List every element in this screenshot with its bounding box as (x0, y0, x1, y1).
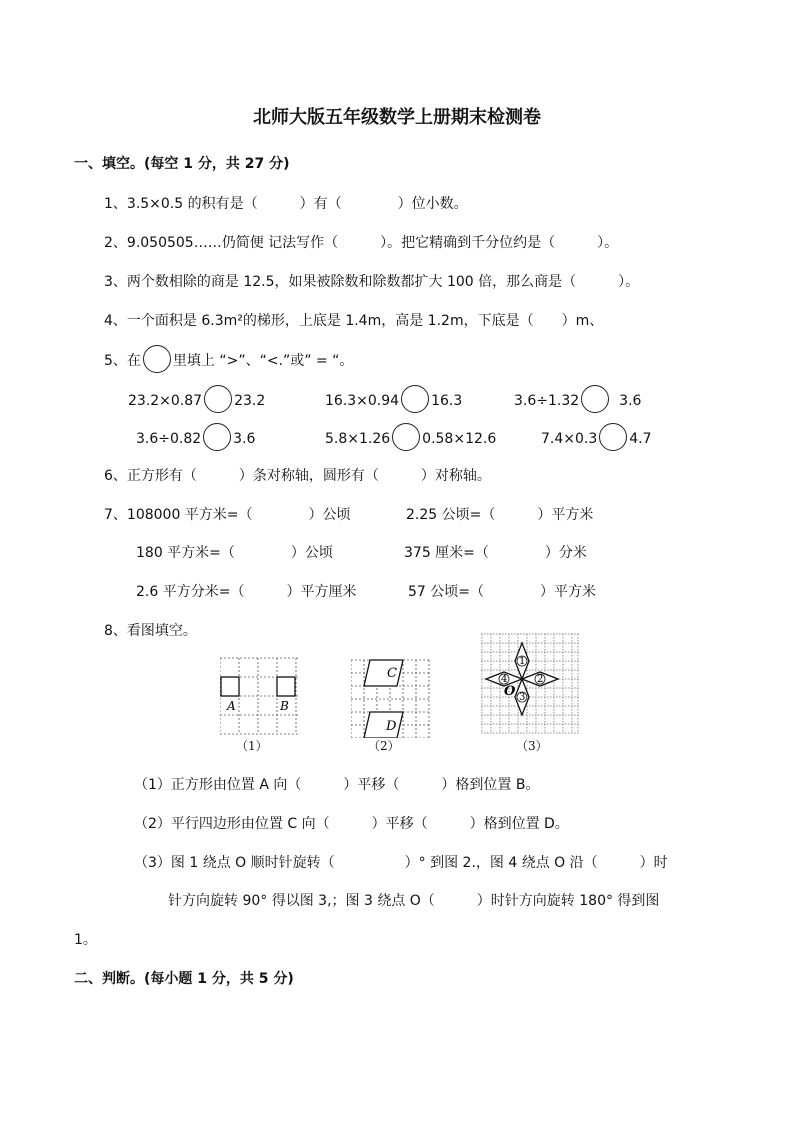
question-7-item: 7、108000 平方米=（ ）公顷 (104, 507, 351, 523)
compare-right: 3.6 (233, 431, 256, 447)
figure-1-grid (220, 656, 298, 738)
figure-2-caption: （2） (368, 739, 400, 753)
compare-item (136, 427, 255, 451)
figure-3-grid (481, 633, 581, 735)
compare-left: 5.8×1.26 (325, 431, 391, 447)
figure-2-grid (351, 656, 431, 738)
question-8-part-3: （3）图 1 绕点 O 顺时针旋转（ ）° 到图 2.，图 4 绕点 O 沿（ ）时 (134, 855, 668, 871)
question-6: 6、正方形有（ ）条对称轴，圆形有（ ）对称轴。 (104, 468, 491, 484)
compare-right: 4.7 (629, 431, 652, 447)
question-8-part-2: （2）平行四边形由位置 C 向（ ）平移（ ）格到位置 D。 (134, 816, 569, 832)
question-8-part-3-end: 1。 (74, 932, 97, 948)
compare-right: 23.2 (234, 393, 266, 409)
label-2: 2 (537, 674, 544, 685)
question-5-prefix: 5、在 (104, 353, 141, 369)
question-8-label: 8、看图填空。 (104, 623, 197, 639)
label-4: 4 (501, 674, 508, 685)
label-b: B (280, 699, 289, 713)
question-8-part-3-cont: 针方向旋转 90° 得以图 3,；图 3 绕点 O（ ）时针方向旋转 180° 得到图 (168, 893, 660, 909)
compare-left: 3.6÷1.32 (514, 393, 580, 409)
parallelogram-c (364, 660, 403, 686)
page-title: 北师大版五年级数学上册期末检测卷 (253, 107, 541, 128)
compare-item (325, 389, 462, 413)
parallelogram-d (364, 712, 403, 738)
label-3: 3 (519, 692, 526, 703)
question-7-item: 2.25 公顷=（ ）平方米 (406, 507, 594, 523)
question-7-item: 2.6 平方分米=（ ）平方厘米 (136, 584, 357, 600)
label-a: A (227, 699, 236, 713)
answer-circle[interactable] (581, 385, 609, 413)
figure-3-caption: （3） (516, 739, 548, 753)
compare-left: 16.3×0.94 (325, 393, 400, 409)
label-c: C (387, 666, 397, 681)
question-7-item: 375 厘米=（ ）分米 (404, 545, 587, 561)
answer-circle[interactable] (204, 385, 232, 413)
question-5 (104, 349, 353, 373)
compare-item (514, 389, 641, 413)
label-o: O (504, 684, 516, 699)
compare-right: 3.6 (619, 393, 642, 409)
question-7-item: 180 平方米=（ ）公顷 (136, 545, 333, 561)
compare-left: 7.4×0.3 (541, 431, 598, 447)
square-b (277, 677, 295, 696)
compare-left: 23.2×0.87 (128, 393, 203, 409)
question-2: 2、9.050505……仍简便 记法写作（ ）。把它精确到千分位约是（ ）。 (104, 235, 619, 251)
question-3: 3、两个数相除的商是 12.5，如果被除数和除数都扩大 100 倍，那么商是（ ）。 (104, 274, 640, 290)
figure-1-caption: （1） (236, 739, 268, 753)
compare-left: 3.6÷0.82 (136, 431, 202, 447)
question-5-suffix: 里填上 “>”、“<.”或” = “。 (172, 353, 354, 369)
answer-circle[interactable] (392, 423, 420, 451)
answer-circle[interactable] (599, 423, 627, 451)
compare-right: 16.3 (431, 393, 463, 409)
answer-circle[interactable] (401, 385, 429, 413)
question-1: 1、3.5×0.5 的积有是（ ）有（ ）位小数。 (104, 196, 468, 212)
question-7-item: 57 公顷=（ ）平方米 (408, 584, 596, 600)
section-1-heading: 一、填空。(每空 1 分，共 27 分) (74, 156, 290, 172)
question-4: 4、一个面积是 6.3m²的梯形，上底是 1.4m，高是 1.2m，下底是（ ）m、 (104, 313, 604, 329)
compare-item (541, 427, 652, 451)
answer-circle[interactable] (203, 423, 231, 451)
square-a (221, 677, 239, 696)
compare-right: 0.58×12.6 (422, 431, 497, 447)
section-2-heading: 二、判断。(每小题 1 分，共 5 分) (74, 971, 294, 987)
question-8-part-1: （1）正方形由位置 A 向（ ）平移（ ）格到位置 B。 (134, 777, 540, 793)
compare-circle-icon (143, 345, 171, 373)
label-1: 1 (519, 656, 526, 667)
label-d: D (386, 719, 397, 734)
compare-item (325, 427, 496, 451)
compare-item (128, 389, 265, 413)
